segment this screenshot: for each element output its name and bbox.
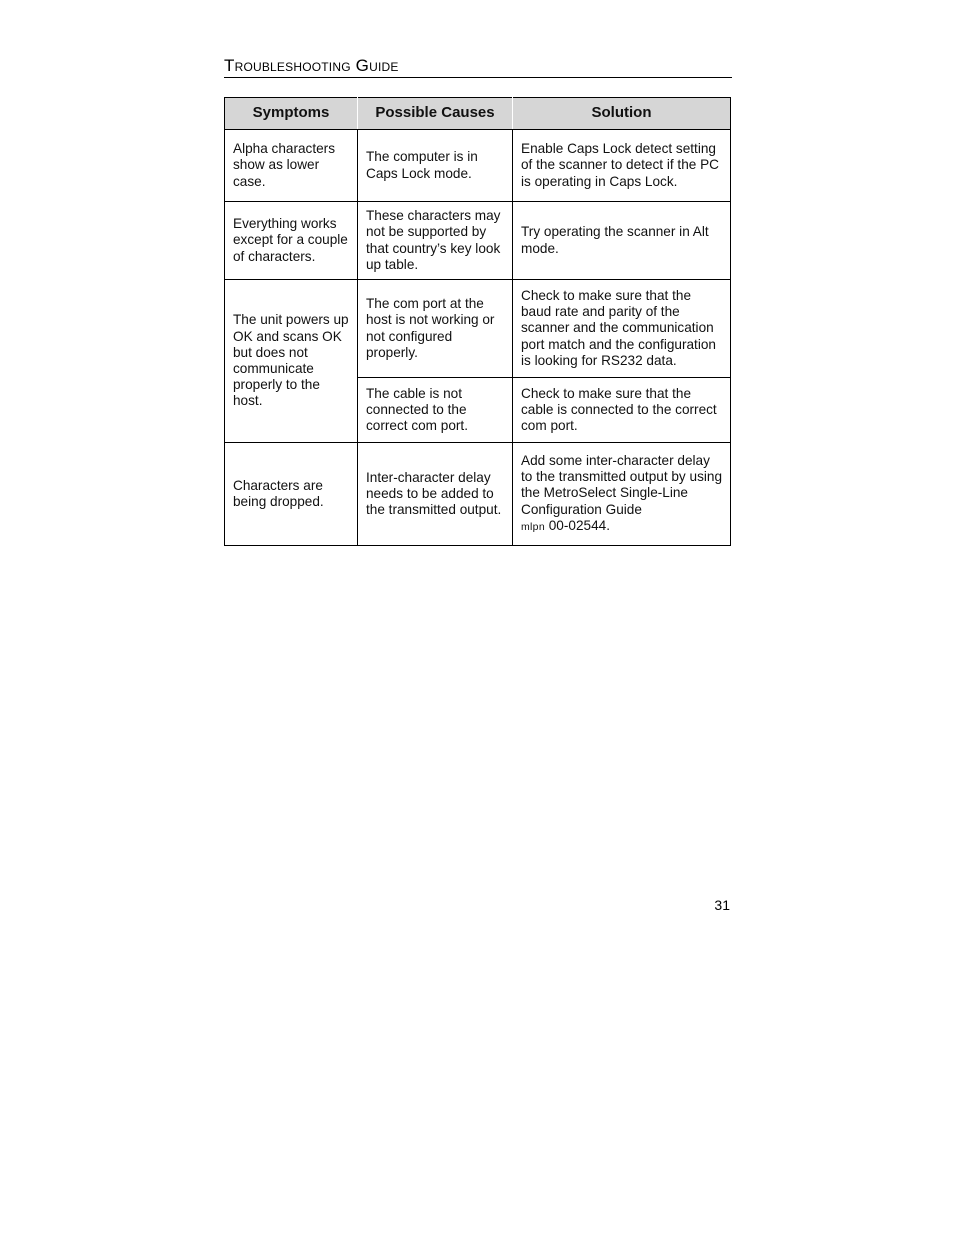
solution-cell xyxy=(513,443,731,546)
cause-cell: These characters may not be supported by that country’s key look up table. xyxy=(358,202,513,280)
cause-cell: The computer is in Caps Lock mode. xyxy=(358,130,513,202)
solution-cell: Enable Caps Lock detect setting of the scanner to detect if the PC is operating in Caps Lock. xyxy=(513,130,731,202)
cause-cell: The cable is not connected to the correct com port. xyxy=(358,378,513,443)
symptom-cell: Characters are being dropped. xyxy=(225,443,358,546)
column-header-solution: Solution xyxy=(513,98,731,130)
solution-cell: Try operating the scanner in Alt mode. xyxy=(513,202,731,280)
cause-cell: Inter-character delay needs to be added to the transmitted output. xyxy=(358,443,513,546)
table-header-row xyxy=(225,98,731,130)
table-row xyxy=(225,443,731,546)
troubleshooting-table xyxy=(224,97,731,546)
page-header-title: Troubleshooting Guide xyxy=(224,56,399,75)
table-row xyxy=(225,130,731,202)
table-row xyxy=(225,280,731,378)
solution-cell: Check to make sure that the cable is connected to the correct com port. xyxy=(513,378,731,443)
table-row xyxy=(225,202,731,280)
column-header-possible-causes: Possible Causes xyxy=(358,98,513,130)
cause-cell: The com port at the host is not working or not configured properly. xyxy=(358,280,513,378)
symptom-cell: Alpha characters show as lower case. xyxy=(225,130,358,202)
part-number-prefix: mlpn xyxy=(521,520,545,533)
column-header-symptoms: Symptoms xyxy=(225,98,358,130)
page-number: 31 xyxy=(714,897,730,913)
solution-text: Add some inter-character delay to the transmitted output by using the MetroSelect Single-Line Configuration Guide xyxy=(521,452,723,517)
solution-cell: Check to make sure that the baud rate and parity of the scanner and the communication port match and the configuration is looking for RS232 data. xyxy=(513,280,731,378)
symptom-cell: Everything works except for a couple of characters. xyxy=(225,202,358,280)
symptom-cell: The unit powers up OK and scans OK but does not communicate properly to the host. xyxy=(225,280,358,443)
part-number: 00-02544. xyxy=(548,517,610,533)
page-header xyxy=(224,56,732,78)
